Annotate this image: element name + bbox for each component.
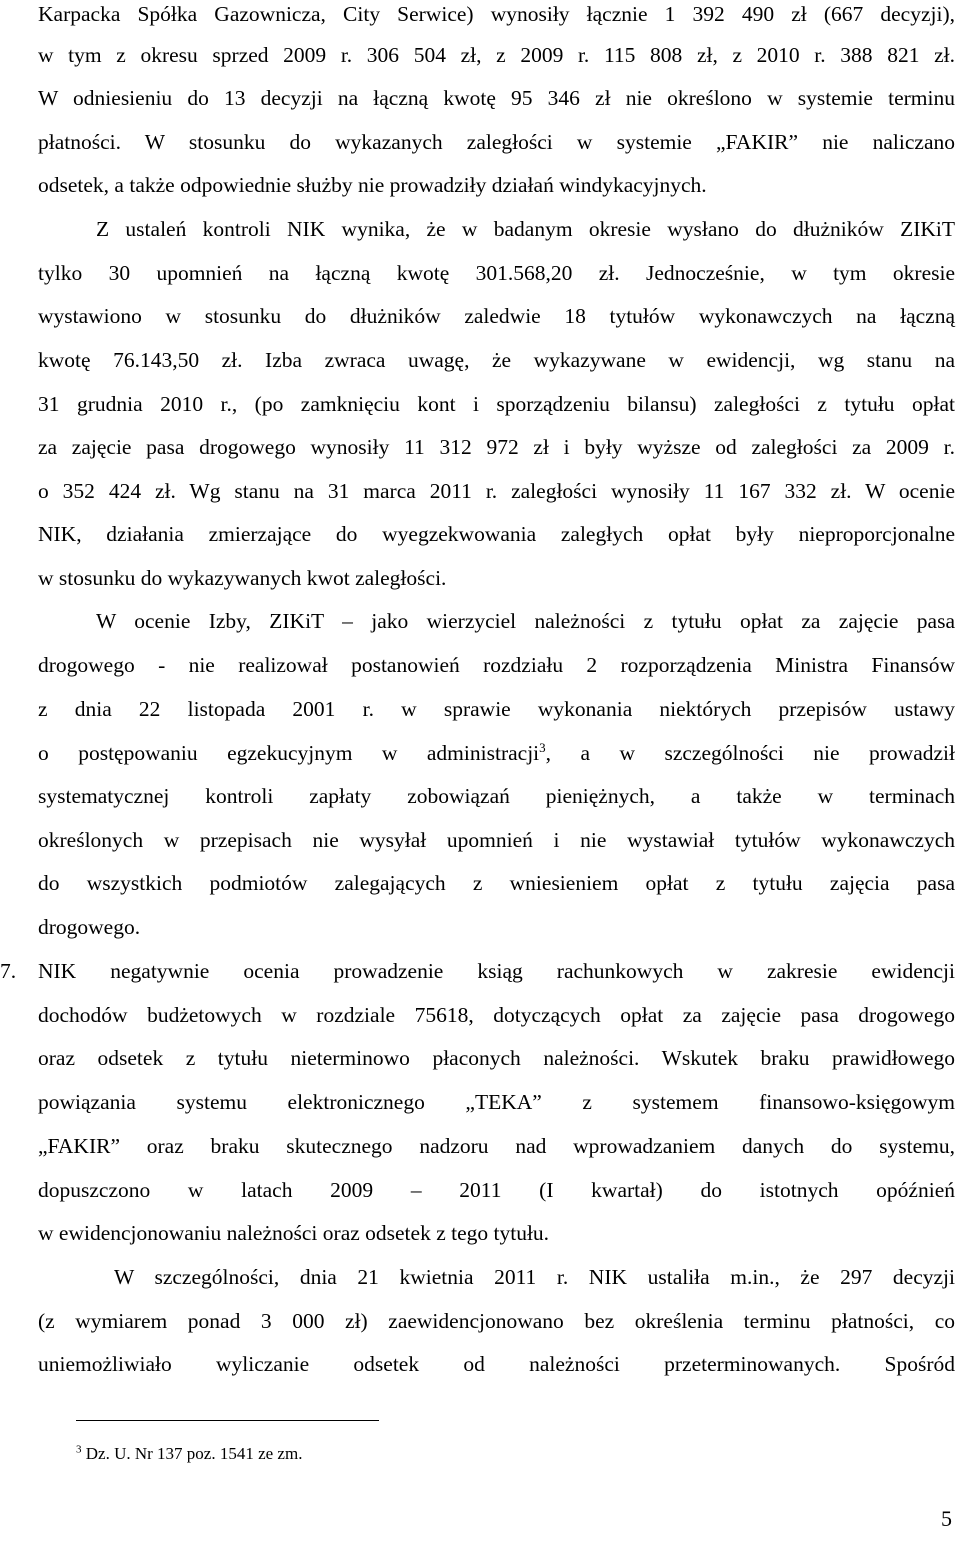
- text-line: wystawiono w stosunku do dłużników zaledwie 18 tytułów wykonawczych na łączną: [38, 304, 955, 328]
- text-line: tylko 30 upomnień na łączną kwotę 301.568,20 zł. Jednocześnie, w tym okresie: [38, 261, 955, 285]
- text-fragment: , a w szczególności nie prowadził: [545, 741, 955, 765]
- text-line: W odniesieniu do 13 decyzji na łączną kwotę 95 346 zł nie określono w systemie terminu: [38, 86, 955, 110]
- text-line: uniemożliwiało wyliczanie odsetek od należności przeterminowanych. Spośród: [38, 1352, 955, 1376]
- footnote-text: Dz. U. Nr 137 poz. 1541 ze zm.: [81, 1444, 303, 1463]
- text-line: powiązania systemu elektronicznego „TEKA” z systemem finansowo-księgowym: [38, 1090, 955, 1114]
- text-line: Z ustaleń kontroli NIK wynika, że w badanym okresie wysłano do dłużników ZIKiT: [96, 217, 955, 241]
- footnote: [76, 1442, 302, 1466]
- text-line: drogowego - nie realizował postanowień rozdziału 2 rozporządzenia Ministra Finansów: [38, 653, 955, 677]
- text-line: dochodów budżetowych w rozdziale 75618, dotyczących opłat za zajęcie pasa drogowego: [38, 1003, 955, 1027]
- page-number: 5: [941, 1506, 952, 1531]
- text-line: [38, 739, 955, 767]
- text-line: do wszystkich podmiotów zalegających z wniesieniem opłat z tytułu zajęcia pasa: [38, 871, 955, 895]
- text-line: 31 grudnia 2010 r., (po zamknięciu kont i sporządzeniu bilansu) zaległości z tytułu opłat: [38, 392, 955, 416]
- text-line: oraz odsetek z tytułu nieterminowo płaconych należności. Wskutek braku prawidłowego: [38, 1046, 955, 1070]
- text-line: (z wymiarem ponad 3 000 zł) zaewidencjonowano bez określenia terminu płatności, co: [38, 1309, 955, 1333]
- text-line: systematycznej kontroli zapłaty zobowiązań pieniężnych, a także w terminach: [38, 784, 955, 808]
- text-line: w ewidencjonowaniu należności oraz odsetek z tego tytułu.: [38, 1221, 550, 1245]
- text-line: za zajęcie pasa drogowego wynosiły 11 312 972 zł i były wyższe od zaległości za 2009 r.: [38, 435, 955, 459]
- text-line: z dnia 22 listopada 2001 r. w sprawie wykonania niektórych przepisów ustawy: [38, 697, 955, 721]
- text-line: W szczególności, dnia 21 kwietnia 2011 r. NIK ustaliła m.in., że 297 decyzji: [114, 1265, 955, 1289]
- text-line: dopuszczono w latach 2009 – 2011 (I kwartał) do istotnych opóźnień: [38, 1178, 955, 1202]
- footnote-separator: [76, 1420, 379, 1421]
- text-line: NIK negatywnie ocenia prowadzenie ksiąg rachunkowych w zakresie ewidencji: [38, 959, 955, 983]
- footnote-mark: 3: [76, 1443, 82, 1456]
- list-item-number: 7.: [0, 959, 17, 983]
- text-line: w tym z okresu sprzed 2009 r. 306 504 zł, z 2009 r. 115 808 zł, z 2010 r. 388 821 zł.: [38, 43, 955, 67]
- text-line: odsetek, a także odpowiednie służby nie prowadziły działań windykacyjnych.: [38, 173, 707, 197]
- text-line: drogowego.: [38, 915, 141, 939]
- text-line: NIK, działania zmierzające do wyegzekwowania zaległych opłat były nieproporcjonalne: [38, 522, 955, 546]
- footnote-reference: 3: [539, 739, 546, 755]
- text-fragment: o postępowaniu egzekucyjnym w administracji: [38, 741, 540, 765]
- text-line: określonych w przepisach nie wysyłał upomnień i nie wystawiał tytułów wykonawczych: [38, 828, 955, 852]
- text-line: W ocenie Izby, ZIKiT – jako wierzyciel należności z tytułu opłat za zajęcie pasa: [96, 609, 955, 633]
- text-line: kwotę 76.143,50 zł. Izba zwraca uwagę, że wykazywane w ewidencji, wg stanu na: [38, 348, 955, 372]
- text-line: Karpacka Spółka Gazownicza, City Serwice) wynosiły łącznie 1 392 490 zł (667 decyzji),: [38, 2, 955, 26]
- text-line: o 352 424 zł. Wg stanu na 31 marca 2011 r. zaległości wynosiły 11 167 332 zł. W ocenie: [38, 479, 955, 503]
- text-line: „FAKIR” oraz braku skutecznego nadzoru nad wprowadzaniem danych do systemu,: [38, 1134, 955, 1158]
- text-line: w stosunku do wykazywanych kwot zaległości.: [38, 566, 447, 590]
- text-line: płatności. W stosunku do wykazanych zaległości w systemie „FAKIR” nie naliczano: [38, 130, 955, 154]
